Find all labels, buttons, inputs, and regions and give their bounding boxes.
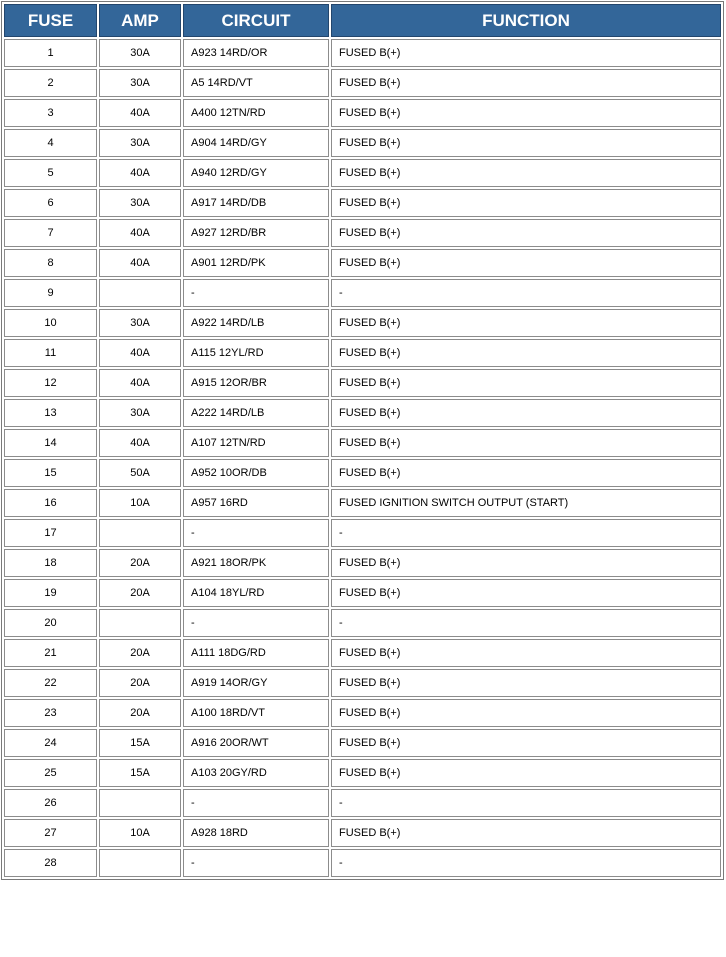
- table-row: [4, 249, 721, 277]
- amp-rating-cell: [99, 279, 181, 307]
- circuit-cell: A919 14OR/GY: [183, 669, 329, 697]
- circuit-cell: A115 12YL/RD: [183, 339, 329, 367]
- function-cell: FUSED B(+): [331, 459, 721, 487]
- circuit-cell: A923 14RD/OR: [183, 39, 329, 67]
- amp-rating-cell: 40A: [99, 159, 181, 187]
- header-function: FUNCTION: [331, 4, 721, 37]
- fuse-number-cell: 27: [4, 819, 97, 847]
- fuse-number-cell: 24: [4, 729, 97, 757]
- table-row: [4, 189, 721, 217]
- circuit-cell: -: [183, 849, 329, 877]
- circuit-cell: A940 12RD/GY: [183, 159, 329, 187]
- function-cell: FUSED B(+): [331, 729, 721, 757]
- table-row: [4, 699, 721, 727]
- function-cell: -: [331, 609, 721, 637]
- amp-rating-cell: 30A: [99, 189, 181, 217]
- function-cell: FUSED B(+): [331, 249, 721, 277]
- fuse-number-cell: 14: [4, 429, 97, 457]
- amp-rating-cell: 40A: [99, 339, 181, 367]
- circuit-cell: A5 14RD/VT: [183, 69, 329, 97]
- function-cell: FUSED B(+): [331, 129, 721, 157]
- table-row: [4, 39, 721, 67]
- function-cell: -: [331, 789, 721, 817]
- table-row: [4, 549, 721, 577]
- fuse-number-cell: 10: [4, 309, 97, 337]
- function-cell: FUSED B(+): [331, 699, 721, 727]
- amp-rating-cell: [99, 789, 181, 817]
- table-header: [4, 4, 721, 37]
- fuse-number-cell: 19: [4, 579, 97, 607]
- circuit-cell: A400 12TN/RD: [183, 99, 329, 127]
- function-cell: FUSED B(+): [331, 99, 721, 127]
- circuit-cell: A100 18RD/VT: [183, 699, 329, 727]
- table-row: [4, 459, 721, 487]
- function-cell: FUSED B(+): [331, 399, 721, 427]
- amp-rating-cell: 40A: [99, 249, 181, 277]
- fuse-number-cell: 1: [4, 39, 97, 67]
- fuse-number-cell: 17: [4, 519, 97, 547]
- table-row: [4, 579, 721, 607]
- circuit-cell: A917 14RD/DB: [183, 189, 329, 217]
- amp-rating-cell: 10A: [99, 489, 181, 517]
- fuse-number-cell: 12: [4, 369, 97, 397]
- table-row: [4, 789, 721, 817]
- amp-rating-cell: 10A: [99, 819, 181, 847]
- function-cell: FUSED B(+): [331, 339, 721, 367]
- fuse-table: [1, 1, 724, 880]
- fuse-number-cell: 7: [4, 219, 97, 247]
- circuit-cell: A916 20OR/WT: [183, 729, 329, 757]
- table-row: [4, 489, 721, 517]
- function-cell: FUSED B(+): [331, 69, 721, 97]
- amp-rating-cell: 40A: [99, 99, 181, 127]
- amp-rating-cell: 30A: [99, 129, 181, 157]
- table-row: [4, 279, 721, 307]
- table-row: [4, 129, 721, 157]
- circuit-cell: A915 12OR/BR: [183, 369, 329, 397]
- fuse-number-cell: 22: [4, 669, 97, 697]
- function-cell: -: [331, 279, 721, 307]
- function-cell: FUSED B(+): [331, 159, 721, 187]
- fuse-number-cell: 26: [4, 789, 97, 817]
- amp-rating-cell: 20A: [99, 669, 181, 697]
- function-cell: FUSED B(+): [331, 39, 721, 67]
- table-row: [4, 819, 721, 847]
- fuse-number-cell: 20: [4, 609, 97, 637]
- table-row: [4, 399, 721, 427]
- amp-rating-cell: 20A: [99, 699, 181, 727]
- circuit-cell: A111 18DG/RD: [183, 639, 329, 667]
- table-row: [4, 609, 721, 637]
- amp-rating-cell: 40A: [99, 429, 181, 457]
- circuit-cell: A928 18RD: [183, 819, 329, 847]
- table-row: [4, 69, 721, 97]
- table-row: [4, 759, 721, 787]
- fuse-number-cell: 23: [4, 699, 97, 727]
- amp-rating-cell: 15A: [99, 759, 181, 787]
- circuit-cell: -: [183, 609, 329, 637]
- function-cell: -: [331, 849, 721, 877]
- function-cell: FUSED B(+): [331, 639, 721, 667]
- circuit-cell: A927 12RD/BR: [183, 219, 329, 247]
- amp-rating-cell: 15A: [99, 729, 181, 757]
- table-row: [4, 159, 721, 187]
- table-row: [4, 849, 721, 877]
- function-cell: FUSED B(+): [331, 369, 721, 397]
- circuit-cell: A222 14RD/LB: [183, 399, 329, 427]
- header-fuse: FUSE: [4, 4, 97, 37]
- function-cell: FUSED B(+): [331, 579, 721, 607]
- fuse-number-cell: 9: [4, 279, 97, 307]
- table-body: [4, 39, 721, 877]
- fuse-number-cell: 11: [4, 339, 97, 367]
- amp-rating-cell: 50A: [99, 459, 181, 487]
- circuit-cell: -: [183, 279, 329, 307]
- fuse-number-cell: 4: [4, 129, 97, 157]
- table-row: [4, 729, 721, 757]
- fuse-number-cell: 16: [4, 489, 97, 517]
- amp-rating-cell: 30A: [99, 309, 181, 337]
- table-row: [4, 519, 721, 547]
- amp-rating-cell: 40A: [99, 219, 181, 247]
- function-cell: FUSED B(+): [331, 309, 721, 337]
- header-circuit: CIRCUIT: [183, 4, 329, 37]
- circuit-cell: -: [183, 789, 329, 817]
- fuse-number-cell: 8: [4, 249, 97, 277]
- amp-rating-cell: [99, 519, 181, 547]
- circuit-cell: -: [183, 519, 329, 547]
- fuse-number-cell: 15: [4, 459, 97, 487]
- function-cell: FUSED IGNITION SWITCH OUTPUT (START): [331, 489, 721, 517]
- amp-rating-cell: 40A: [99, 369, 181, 397]
- amp-rating-cell: [99, 609, 181, 637]
- table-row: [4, 99, 721, 127]
- function-cell: FUSED B(+): [331, 549, 721, 577]
- circuit-cell: A901 12RD/PK: [183, 249, 329, 277]
- circuit-cell: A104 18YL/RD: [183, 579, 329, 607]
- function-cell: FUSED B(+): [331, 219, 721, 247]
- amp-rating-cell: [99, 849, 181, 877]
- table-row: [4, 309, 721, 337]
- header-amp: AMP: [99, 4, 181, 37]
- fuse-number-cell: 6: [4, 189, 97, 217]
- circuit-cell: A922 14RD/LB: [183, 309, 329, 337]
- function-cell: FUSED B(+): [331, 759, 721, 787]
- fuse-number-cell: 5: [4, 159, 97, 187]
- function-cell: FUSED B(+): [331, 189, 721, 217]
- fuse-number-cell: 25: [4, 759, 97, 787]
- function-cell: FUSED B(+): [331, 669, 721, 697]
- amp-rating-cell: 30A: [99, 39, 181, 67]
- fuse-number-cell: 3: [4, 99, 97, 127]
- table-row: [4, 339, 721, 367]
- fuse-number-cell: 2: [4, 69, 97, 97]
- amp-rating-cell: 20A: [99, 639, 181, 667]
- function-cell: FUSED B(+): [331, 819, 721, 847]
- table-row: [4, 669, 721, 697]
- function-cell: FUSED B(+): [331, 429, 721, 457]
- circuit-cell: A107 12TN/RD: [183, 429, 329, 457]
- fuse-number-cell: 13: [4, 399, 97, 427]
- table-row: [4, 219, 721, 247]
- table-row: [4, 429, 721, 457]
- amp-rating-cell: 20A: [99, 549, 181, 577]
- fuse-number-cell: 28: [4, 849, 97, 877]
- fuse-number-cell: 21: [4, 639, 97, 667]
- circuit-cell: A957 16RD: [183, 489, 329, 517]
- amp-rating-cell: 20A: [99, 579, 181, 607]
- function-cell: -: [331, 519, 721, 547]
- fuse-number-cell: 18: [4, 549, 97, 577]
- circuit-cell: A904 14RD/GY: [183, 129, 329, 157]
- amp-rating-cell: 30A: [99, 69, 181, 97]
- circuit-cell: A103 20GY/RD: [183, 759, 329, 787]
- circuit-cell: A921 18OR/PK: [183, 549, 329, 577]
- circuit-cell: A952 10OR/DB: [183, 459, 329, 487]
- table-row: [4, 369, 721, 397]
- header-row: [4, 4, 721, 37]
- amp-rating-cell: 30A: [99, 399, 181, 427]
- table-row: [4, 639, 721, 667]
